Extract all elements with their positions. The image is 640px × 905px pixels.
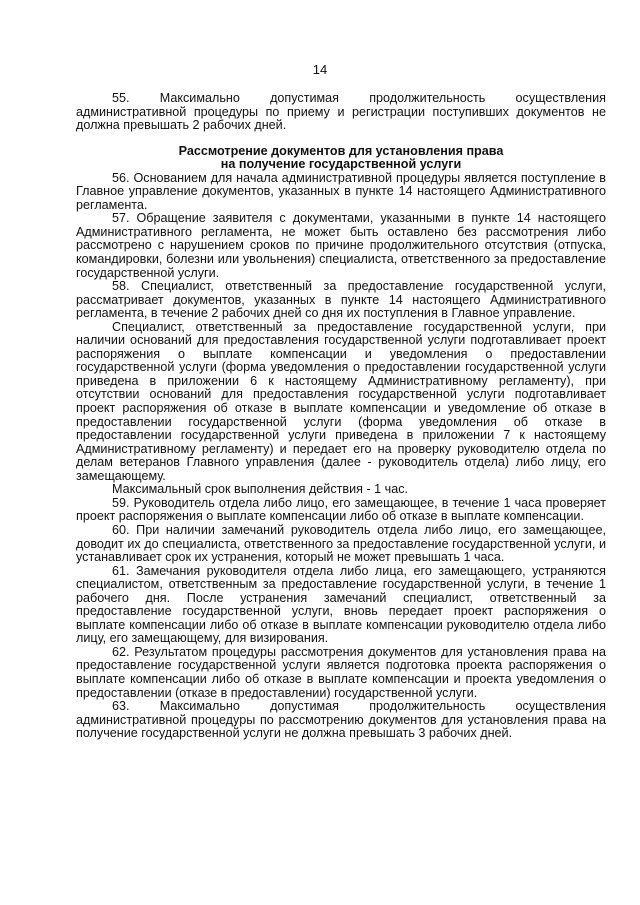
paragraph-57: 57. Обращение заявителя с документами, указанными в пункте 14 настоящего Административного регламента, не может быть оставлено без рассмотрения либо рассмотрено с нарушением сроков по причине продолжительного отсутствия (отпуска, командировки, болезни или увольнения) специалиста, ответственного за предоставление государственной услуги.: [76, 211, 606, 280]
paragraph-55: 55. Максимально допустимая продолжительность осуществления административной процедуры по приему и регистрации поступивших документов не должна превышать 2 рабочих дней.: [76, 91, 606, 133]
paragraph-58: 58. Специалист, ответственный за предоставление государственной услуги, рассматривает документов, указанных в пункте 14 настоящего Административного регламента, в течение 2 рабочих дней со дня их поступления в Главное управление.: [76, 279, 606, 321]
paragraph-58-max-time: Максимальный срок выполнения действия - 1 час.: [112, 482, 409, 497]
paragraph-62: 62. Результатом процедуры рассмотрения документов для установления права на предоставление государственной услуги является подготовка проекта распоряжения о выплате компенсации либо об отказе в выплате компенсации и проекта уведомления о предоставлении (отказе в предоставлении) государственной услуги.: [76, 644, 606, 700]
paragraph-60: 60. При наличии замечаний руководитель отдела либо лицо, его замещающее, доводит их до специалиста, ответственного за предоставление государственной услуги, и устанавливает срок их устранения, который не может превышать 1 часа.: [76, 522, 606, 565]
section-heading-line-2: на получение государственной услуги: [220, 157, 462, 172]
paragraph-56: 56. Основанием для начала административной процедуры является поступление в Главное управление документов, указанных в пункте 14 настоящего Административного регламента.: [76, 170, 606, 212]
paragraph-61: 61. Замечания руководителя отдела либо лица, его замещающего, устраняются специалистом, ответственным за предоставление государственной услуги, в течение 1 рабочего дня. После устранения замечаний специалист, ответственный за предоставление государственной услуги, вновь передает проект распоряжения о выплате компенсации либо об отказе в выплате компенсации руководителю отдела либо лицу, его замещающему, для визирования.: [76, 563, 606, 646]
section-heading-line-1: Рассмотрение документов для установления права: [178, 143, 504, 158]
paragraph-59: 59. Руководитель отдела либо лицо, его замещающее, в течение 1 часа проверяет проект распоряжения о выплате компенсации либо об отказе в выплате компенсации.: [76, 495, 606, 524]
paragraph-58-specialist: Специалист, ответственный за предоставление государственной услуги, при наличии оснований для предоставления государственной услуги подготавливает проект распоряжения о выплате компенсации и уведомления о предоставлении государственной услуги (форма уведомления о предоставлении государственной услуги приведена в приложении 6 к настоящему Административному регламенту), при отсутствии оснований для предоставления государственной услуги подготавливает проект распоряжения об отказе в выплате компенсации и уведомление об отказе в предоставлении государственной услуги (форма уведомления об отказе в предоставлении государственной услуги приведена в приложении 7 к настоящему Административному регламенту) и передает его на проверку руководителю отдела по делам ветеранов Главного управления (далее - руководитель отдела) либо лицу, его замещающему.: [76, 319, 606, 483]
paragraph-63: 63. Максимально допустимая продолжительность осуществления административной процедуры по рассмотрению документов для установления права на получение государственной услуги не должна превышать 3 рабочих дней.: [76, 699, 606, 741]
document-body: [76, 92, 606, 741]
section-heading: [76, 145, 606, 172]
page-number: 14: [312, 62, 328, 77]
